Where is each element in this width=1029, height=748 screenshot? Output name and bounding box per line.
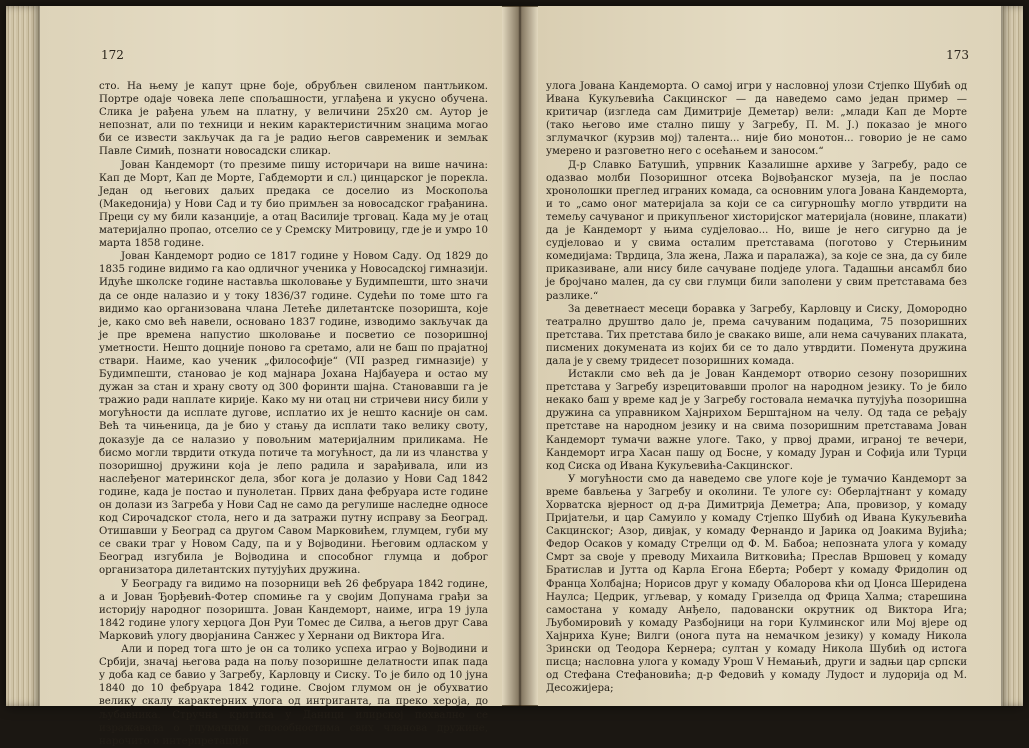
right-page-text <box>546 80 967 695</box>
paragraph: улога Јована Кандеморта. О самој игри у насловној улози Стјепко Шубић од Ивана Кукуљевића Сакцинског — да наведемо само један пример — критичар (изгледа сам Димитрије Деметар) вели: „млади Кап де Морте (тако његово име стално пишу у Загребу, П. М. Ј.) показао је много зглумачког (курзив мој) талента... није био монотон... говорио је не само умерено и разговетно него с осећањем и заносом.“ <box>546 81 967 158</box>
paragraph: У могућности смо да наведемо све улоге које је тумачио Кандеморт за време бављења у Загребу и околини. Те улоге су: Оберлајтнант у комаду Хорватска вјерност од д-ра Димитрија Деметра; Апа, провизор, у комаду Пријатељи, и цар Самуило у комаду Стјепко Шубић од Ивана Кукуљевића Сакцинског; Азор, дивјак, у комаду Фернандо и Јарика од Јоакима Вујића; Федор Осаков у комаду Стрелци од Ф. М. Бабоа; непозната улога у комаду Смрт за своје у преводу Михаила Витковића; Преслав Вршовец у комаду Братислав и Јутта од Карла Егона Еберта; Роберт у комаду Фридолин од Франца Холбајна; Норисов друг у комаду Обалорова кћи од Џонса Шеридена Наулса; Цедрик, угљевар, у комаду Гризелда од Фрица Халма; старешина самостана у комаду Анђело, падовански окрутник од Виктора Ига; Љубомировић у комаду Разбојници на гори Кулминског или Мој вјере од Хајнриха Куне; Вилги (онога пута на немачком језику) у комаду Никола Зрински од Теодора Кернера; султан у комаду Никола Шубић од истога писца; насловна улога у комаду Урош V Немањић, други и задњи цар српски од Стефана Стефановића; д-р Федовић у комаду Лудост и лудорија од М. Десожијера; <box>546 473 967 695</box>
right-page <box>538 6 1001 706</box>
book-gutter <box>502 6 538 706</box>
page-number-left: 172 <box>101 48 124 62</box>
paragraph: У Београду га видимо на позорници већ 26 фебруара 1842 године, а и Јован Ђорђевић-Фотер спомиње га у својим Допунама грађи за историју народног позоришта. Јован Кандеморт, наиме, игра 19 јула 1842 године улогу херцога Дон Руи Томес де Силва, а његов друг Сава Марковић улогу дворјанина Санжес у Хернани од Виктора Ига. <box>99 578 488 642</box>
paragraph: Јован Кандеморт (то презиме пишу историчари на више начина: Кап де Морт, Кап де Морте, Габдеморти и сл.) цинцарског је порекла. Један од његових даљих предака се доселио из Москопоља (Македонија) у Нови Сад и ту био примљен за новосадског грађанина. Преци су му били казанџије, а отац Василије трговац. Када му је отац материјално пропао, отселио се у Сремску Митровицу, где је и умро 10 марта 1858 године. <box>99 159 488 250</box>
left-page-text <box>99 80 488 748</box>
paragraph: Али и поред тога што је он са толико успеха играо у Војводини и Србији, значај његова рада на пољу позоришне делатности ипак пада у доба кад се бавио у Загребу, Карловцу и Сиску. То је било од 10 јуна 1840 до 10 фебруара 1842 године. Својом глумом он је обухватио велику скалу карактерних улога од интриганта, па преко хероја, до љубавника. Стручна критика у Даници илирској похвално се изражавала о глумачким способностима свих чланова дружине, нарочито о интерпретацији <box>99 644 488 747</box>
page-number-right: 173 <box>946 48 969 62</box>
left-page <box>40 6 502 747</box>
page-edges-left <box>6 6 40 706</box>
paragraph: Д-р Славко Батушић, упрвник Казалишне архиве у Загребу, радо се одазвао молби Позоришног отсека Војвођанског музеја, па је послао хронолошки преглед играних комада, са основним улога Јована Кандеморта, и то „само оног материјала за који се са сигурношћу могло утврдити на темељу сачуваног и прикупљеног хисторијског материјала (новине, плакати) да је Кандеморт у њима судјеловао... Но, више је него сигурно да је судјеловао и у свима осталим претставама (поготово у Стерњиним комедијама: Тврдица, Зла жена, Лажа и паралажа), за које се зна, да су биле приказиване, али нису биле сачуване подједе улога. Тадашњи ансамбл био је бројчано мален, да су сви глумци били заполени у свим претставама без разлике.“ <box>546 159 967 302</box>
page-edges-right <box>1001 6 1023 706</box>
paragraph: Јован Кандеморт родио се 1817 године у Новом Саду. Од 1829 до 1835 године видимо га као одличног ученика у Новосадској гимназији. Идуће школске године наставља школовање у Будимпешти, што значи да се онде налазио и у току 1836/37 године. Судећи по томе што га видимо као организована члана Летеће дилетантске позоришта, које је, како смо већ навели, основано 1837 године, изводимо закључак да је пре времена напустио школовање и посветио се позоришној уметности. Нешто доцније поново га сретамо, али не баш по прајатној ствари. Наиме, као ученик „философије“ (VII разред гимназије) у Будимпешти, становао је код мајнара Јохана Најбауера и остао му дужан за стан и храну своту од 300 форинти шајна. Становавши га је тражио ради наплате кирије. Како му ни отац ни стричеви нису били у могућности да исплате дугове, исплатио их је нешто касније он сам. Већ та чињеница, да је био у стању да исплати тако велику своту, доказује да се налазио у повољним материјалним приликама. Не бисмо могли тврдити откуда потиче та могућност, да ли из чланства у позоришној дружини која је лепо радила и зарађивала, или из наслеђеног материнског дела, због кога је долазио у Нови Сад 1842 године, када је постао и пунолетан. Првих дана фебруара исте године он долази из Загреба у Нови Сад не само да регулише наследне односе код Сирочадског стола, него и да затражи путну исправу за Београд. Отишавши у Београд са другом Савом Марковићем, глумцем, губи му се сваки траг у Новом Саду, па и у Војводини. Његовим одласком у Београд изгубила је Војводина и способног глумца и доброг организатора дилетантских путујућих дружина. <box>99 251 488 577</box>
book-spread <box>6 6 1023 747</box>
paragraph: Истакли смо већ да је Јован Кандеморт отворио сезону позоришних претстава у Загребу изрецитовавши пролог на народном језику. То је било некако баш у време кад је у Загребу гостовала немачка путујућа позоришна дружина са управником Хајнрихом Берштајном на челу. Од тада се ређају претставе на народном језику и на свима позоришним претставама Јован Кандеморт тумачи важне улоге. Тако, у првој драми, играној те вечери, Кандеморт игра Хасан пашу од Босне, у комаду Јуран и Софија или Турци код Сиска од Ивана Кукуљевића-Сакцинског. <box>546 369 967 472</box>
paragraph: За деветнаест месеци боравка у Загребу, Карловцу и Сиску, Домородно театрално друштво дало је, према сачуваним подацима, 75 позоришних претстава. Тих претстава било је свакако више, али нема сачуваних плаката, писмених докумената из којих би се то дало утврдити. Поменута дружина дала је у свему тридесет позоришних комада. <box>546 303 967 367</box>
paragraph: сто. На њему је капут црне боје, обрубљен свиленом пантљиком. Портре одаје човека лепе спољашности, углађена и укусно обучена. Слика је рађена уљем на платну, у величини 25x20 см. Аутор је непознат, али по техници и неким карактеристичним знацима могао би се извести закључак да га је радио његов савременик и земљак Павле Симић, познати новосадски сликар. <box>99 81 488 158</box>
